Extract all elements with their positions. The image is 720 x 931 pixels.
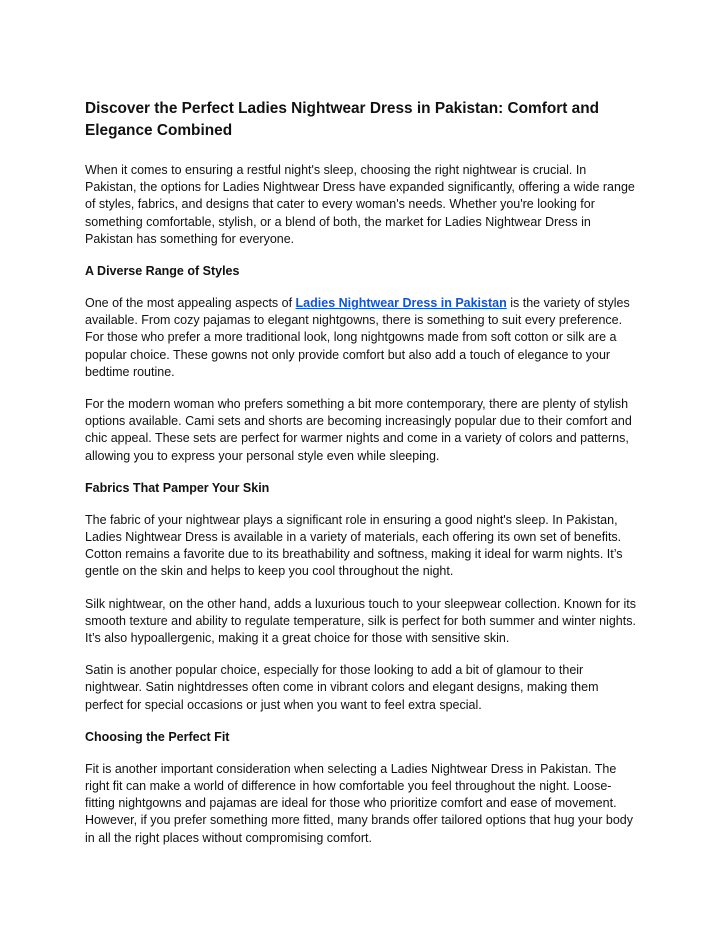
section-heading-styles: A Diverse Range of Styles bbox=[85, 264, 240, 279]
section-heading-fit: Choosing the Perfect Fit bbox=[85, 729, 230, 744]
fit-paragraph-1: Fit is another important consideration when selecting a Ladies Nightwear Dress in Pakistan. The right fit can make a world of difference in how comfortable you feel throughout the night. Loose-fitting nightgowns and pajamas are ideal for those who prioritize comfort and ease of movement. However, if you prefer something more fitted, many brands offer tailored options that hug your body in all the right places without compromising comfort. bbox=[85, 761, 633, 845]
document-page bbox=[85, 98, 638, 862]
section-heading-fabrics: Fabrics That Pamper Your Skin bbox=[85, 480, 270, 495]
fabrics-paragraph-2: Silk nightwear, on the other hand, adds a luxurious touch to your sleepwear collection. Known for its smooth texture and ability to regulate temperature, silk is perfect for both summer and winter nights. It’s also hypoallergenic, making it a great choice for those with sensitive skin. bbox=[85, 596, 637, 646]
ladies-nightwear-link[interactable]: Ladies Nightwear Dress in Pakistan bbox=[295, 296, 507, 311]
fabrics-paragraph-3: Satin is another popular choice, especially for those looking to add a bit of glamour to their nightwear. Satin nightdresses often come in vibrant colors and elegant designs, making them perfect for special occasions or just when you want to feel extra special. bbox=[85, 663, 599, 712]
fabrics-paragraph-1: The fabric of your nightwear plays a significant role in ensuring a good night's sleep. In Pakistan, Ladies Nightwear Dress is available in a variety of materials, each offering its own set of benefits. Cotton remains a favorite due to its breathability and softness, making it ideal for warm nights. It’s gentle on the skin and helps to keep you cool throughout the night. bbox=[85, 512, 623, 579]
styles-p1-before: One of the most appealing aspects of bbox=[85, 296, 296, 311]
intro-paragraph: When it comes to ensuring a restful night's sleep, choosing the right nightwear is crucial. In Pakistan, the options for Ladies Nightwear Dress have expanded significantly, offering a wide range of styles, fabrics, and designs that cater to every woman's needs. Whether you're looking for something comfortable, stylish, or a blend of both, the market for Ladies Nightwear Dress in Pakistan has something for everyone. bbox=[85, 163, 635, 246]
styles-paragraph-1 bbox=[85, 295, 638, 381]
styles-p1-after: is the variety of styles available. From cozy pajamas to elegant nightgowns, there is something to suit every preference. For those who prefer a more traditional look, long nightgowns made from soft cotton or silk are a popular choice. These gowns not only provide comfort but also add a touch of elegance to your bedtime routine. bbox=[85, 296, 630, 379]
page-title: Discover the Perfect Ladies Nightwear Dress in Pakistan: Comfort and Elegance Combined bbox=[85, 100, 600, 139]
styles-paragraph-2: For the modern woman who prefers something a bit more contemporary, there are plenty of stylish options available. Cami sets and shorts are becoming increasingly popular due to their comfort and chic appeal. These sets are perfect for warmer nights and come in a variety of colors and patterns, allowing you to express your personal style even while sleeping. bbox=[85, 397, 632, 463]
